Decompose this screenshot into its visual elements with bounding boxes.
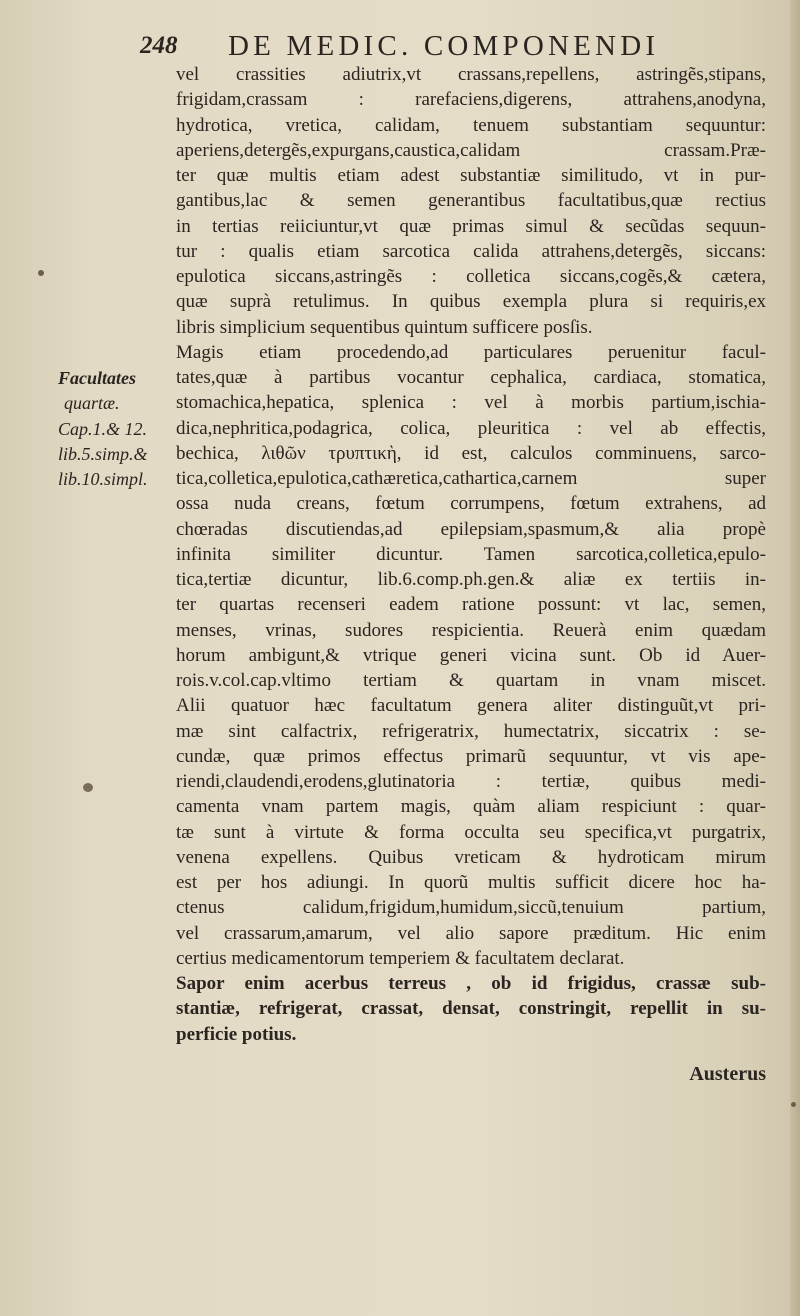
- text-line: ossa nuda creans, fœtum corrumpens, fœtum extrahens, ad: [176, 493, 766, 515]
- text-line: ctenus calidum,frigidum,humidum,siccũ,tenuium partium,: [176, 897, 766, 919]
- text-line: camenta vnam partem magis, quàm aliam respiciunt : quar-: [176, 796, 766, 818]
- body-text: [176, 62, 766, 1093]
- text-line: venena expellens. Quibus vreticam & hydroticam mirum: [176, 846, 766, 868]
- text-line: tica,colletica,epulotica,cathæretica,cathartica,carnem super: [176, 468, 766, 489]
- text-line: vel crassities adiutrix,vt crassans,repellens, astringẽs,stipans,: [176, 64, 766, 85]
- text-line: chœradas discutiendas,ad epilepsiam,spasmum,& alia propè: [176, 518, 766, 540]
- text-line: stomachica,hepatica, splenica : vel à morbis partium,ischia-: [176, 392, 766, 414]
- text-line: menses, vrinas, sudores respicientia. Reuerà enim quædam: [176, 619, 766, 641]
- ink-spot: [791, 1102, 796, 1107]
- text-line: certius medicamentorum temperiem & facultatem declarat.: [176, 947, 625, 969]
- text-line: rois.v.col.cap.vltimo tertiam & quartam in vnam miscet.: [176, 670, 766, 691]
- text-line: quæ suprà retulimus. In quibus exempla plura si requiris,ex: [176, 291, 766, 313]
- text-line: libris simplicium sequentibus quintum sufficere posſis.: [176, 316, 593, 338]
- text-line: bechica, λιθῶν τρυπτικὴ, id est, calculos comminuens, sarco-: [176, 442, 766, 464]
- text-line: tica,tertiæ dicuntur, lib.6.comp.ph.gen.& aliæ ex tertiis in-: [176, 569, 766, 590]
- text-line: perficie potius.: [176, 1023, 297, 1045]
- ink-spot: [38, 270, 44, 276]
- marginal-line: Cap.1.& 12.: [58, 418, 148, 439]
- text-line: est per hos adiungi. In quorũ multis sufficit dicere hoc ha-: [176, 872, 766, 893]
- catchword-row: [176, 1047, 766, 1093]
- catchword: Austerus: [689, 1062, 766, 1085]
- running-head: DE MEDIC. COMPONENDI: [228, 30, 660, 62]
- text-line: Sapor enim acerbus terreus , ob id frigidus, crassæ sub-: [176, 973, 766, 994]
- marginal-line: lib.5.simp.&: [58, 443, 148, 464]
- marginal-note: [58, 366, 174, 492]
- text-line: cundæ, quæ primos effectus primarũ sequuntur, vt vis ape-: [176, 745, 766, 767]
- page-number: 248: [140, 32, 178, 59]
- text-line: in tertias reiiciuntur,vt quæ primas simul & secũdas sequun-: [176, 215, 766, 237]
- text-line: gantibus,lac & semen generantibus facultatibus,quæ rectius: [176, 190, 766, 212]
- text-line: tæ sunt à virtute & forma occulta seu specifica,vt purgatrix,: [176, 821, 766, 843]
- text-line: epulotica siccans,astringẽs : colletica siccans,cogẽs,& cætera,: [176, 266, 766, 287]
- text-line: tur : qualis etiam sarcotica calida attrahens,detergẽs, siccans:: [176, 240, 766, 262]
- marginal-line: lib.10.simpl.: [58, 469, 148, 489]
- text-line: aperiens,detergẽs,expurgans,caustica,calidam crassam.Præ-: [176, 139, 766, 161]
- page-edge: [790, 0, 800, 1316]
- text-line: Magis etiam procedendo,ad particulares peruenitur facul-: [176, 341, 766, 363]
- text-line: riendi,claudendi,erodens,glutinatoria : tertiæ, quibus medi-: [176, 771, 766, 792]
- text-line: dica,nephritica,podagrica, colica, pleuritica : vel ab effectis,: [176, 417, 766, 439]
- text-line: ter quæ multis etiam adest substantiæ similitudo, vt in pur-: [176, 165, 766, 186]
- text-line: frigidam,crassam : rarefaciens,digerens, attrahens,anodyna,: [176, 89, 766, 111]
- text-line: Alii quatuor hæc facultatum genera aliter distinguũt,vt pri-: [176, 695, 766, 717]
- text-line: ter quartas recenseri eadem ratione possunt: vt lac, semen,: [176, 594, 766, 616]
- text-line: stantiæ, refrigerat, crassat, densat, constringit, repellit in su-: [176, 998, 766, 1020]
- text-line: mæ sint calfactrix, refrigeratrix, humectatrix, siccatrix : se-: [176, 720, 766, 742]
- text-line: vel crassarum,amarum, vel alio sapore præditum. Hic enim: [176, 922, 766, 944]
- text-line: infinita similiter dicuntur. Tamen sarcotica,colletica,epulo-: [176, 543, 766, 565]
- text-line: horum ambigunt,& vtrique generi vicina sunt. Ob id Auer-: [176, 644, 766, 666]
- marginal-line: quartæ.: [64, 393, 120, 414]
- marginal-heading: Facultates: [58, 368, 137, 388]
- text-line: hydrotica, vretica, calidam, tenuem substantiam sequuntur:: [176, 114, 766, 136]
- text-line: tates,quæ à partibus vocantur cephalica, cardiaca, stomatica,: [176, 367, 766, 388]
- ink-spot: [83, 783, 93, 792]
